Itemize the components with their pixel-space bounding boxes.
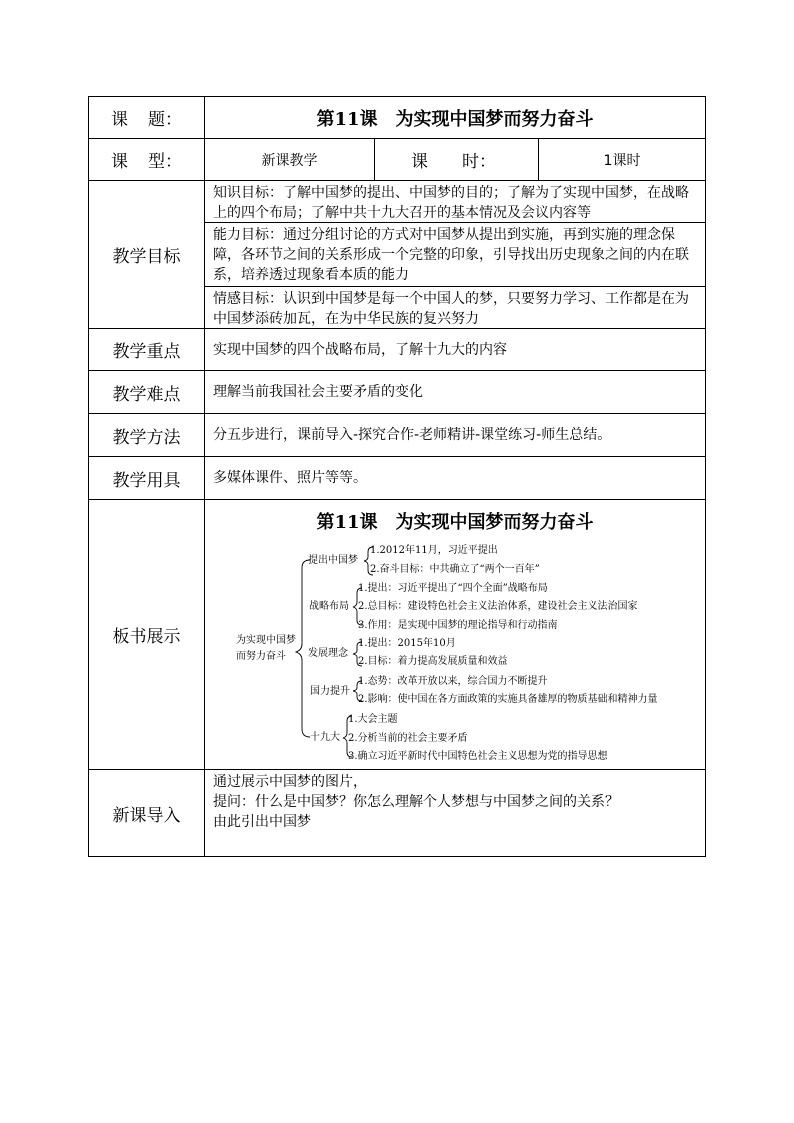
key-points-label: 教学重点	[112, 342, 181, 362]
branch-nineteenth: 十九大	[310, 732, 340, 743]
hours-label-left: 课	[411, 152, 428, 172]
lesson-title: 第11课 为实现中国梦而努力奋斗	[316, 108, 594, 130]
type-label-left: 课	[111, 152, 128, 172]
board-root-line1: 为实现中国梦	[236, 635, 296, 646]
tools-label: 教学用具	[112, 470, 181, 491]
board-root-line2: 而努力奋斗	[236, 651, 286, 662]
intro-label: 新课导入	[112, 805, 181, 826]
branch-proposal: 提出中国梦	[308, 555, 358, 566]
strategy-item: 3.作用：是实现中国梦的理论指导和行动指南	[358, 620, 558, 631]
branch-concept: 发展理念	[308, 648, 348, 659]
key-points-value: 实现中国梦的四个战略布局，了解十九大的内容	[213, 341, 507, 358]
objectives-label: 教学目标	[112, 247, 181, 267]
strategy-item: 1.提出：习近平提出了“四个全面”战略布局	[358, 583, 548, 594]
type-value: 新课教学	[261, 152, 318, 169]
ability-objective: 能力目标：通过分组讨论的方式对中国梦从提出到实施，再到实施的理念保障，各环节之间的关系形成一个完整的印象，引导找出历史现象之间的内在联系，培养透过现象看本质的能力	[213, 227, 689, 283]
intro-line: 提问：什么是中国梦？你怎么理解个人梦想与中国梦之间的关系？	[213, 794, 619, 810]
proposal-item: 1.2012年11月，习近平提出	[370, 545, 498, 556]
methods-value: 分五步进行，课前导入-探究合作-老师精讲-课堂练习-师生总结。	[213, 427, 612, 443]
intro-line: 通过展示中国梦的图片，	[213, 774, 367, 790]
branch-strength: 国力提升	[310, 686, 350, 697]
hours-label-right: 时：	[462, 152, 496, 172]
difficulties-label: 教学难点	[112, 384, 181, 405]
nineteenth-item: 2.分析当前的社会主要矛盾	[348, 733, 468, 744]
difficulties-value: 理解当前我国社会主要矛盾的变化	[213, 384, 423, 400]
topic-label-left: 课	[111, 110, 128, 130]
intro-line: 由此引出中国梦	[213, 814, 311, 830]
knowledge-objective: 知识目标：了解中国梦的提出、中国梦的目的；了解为了实现中国梦，在战略上的四个布局；了解中共十九大召开的基本情况及会议内容等	[213, 185, 689, 221]
strategy-item: 2.总目标：建设特色社会主义法治体系，建设社会主义法治国家	[358, 601, 638, 612]
nineteenth-item: 1.大会主题	[348, 714, 398, 725]
emotion-objective: 情感目标：认识到中国梦是每一个中国人的梦，只要努力学习、工作都是在为中国梦添砖加瓦，在为中华民族的复兴努力	[213, 291, 689, 327]
topic-label-right: 题：	[148, 110, 182, 130]
intro-content	[205, 770, 705, 856]
tools-value: 多媒体课件、照片等等。	[213, 470, 367, 486]
type-label-right: 型：	[148, 152, 182, 172]
strength-item: 1.态势：改革开放以来，综合国力不断提升	[358, 676, 548, 687]
board-title: 第11课 为实现中国梦而努力奋斗	[316, 512, 594, 533]
nineteenth-item: 3.确立习近平新时代中国特色社会主义思想为党的指导思想	[348, 751, 608, 762]
concept-item: 1.提出：2015年10月	[358, 638, 456, 649]
branch-strategy: 战略布局	[309, 601, 349, 612]
methods-label: 教学方法	[112, 427, 181, 448]
concept-item: 2.目标：着力提高发展质量和效益	[358, 656, 508, 667]
strength-item: 2.影响：使中国在各方面政策的实施具备雄厚的物质基础和精神力量	[358, 694, 658, 705]
proposal-item: 2.奋斗目标：中共确立了“两个一百年”	[370, 564, 540, 575]
hours-value: 1课时	[603, 152, 641, 169]
board-label: 板书展示	[112, 627, 181, 647]
